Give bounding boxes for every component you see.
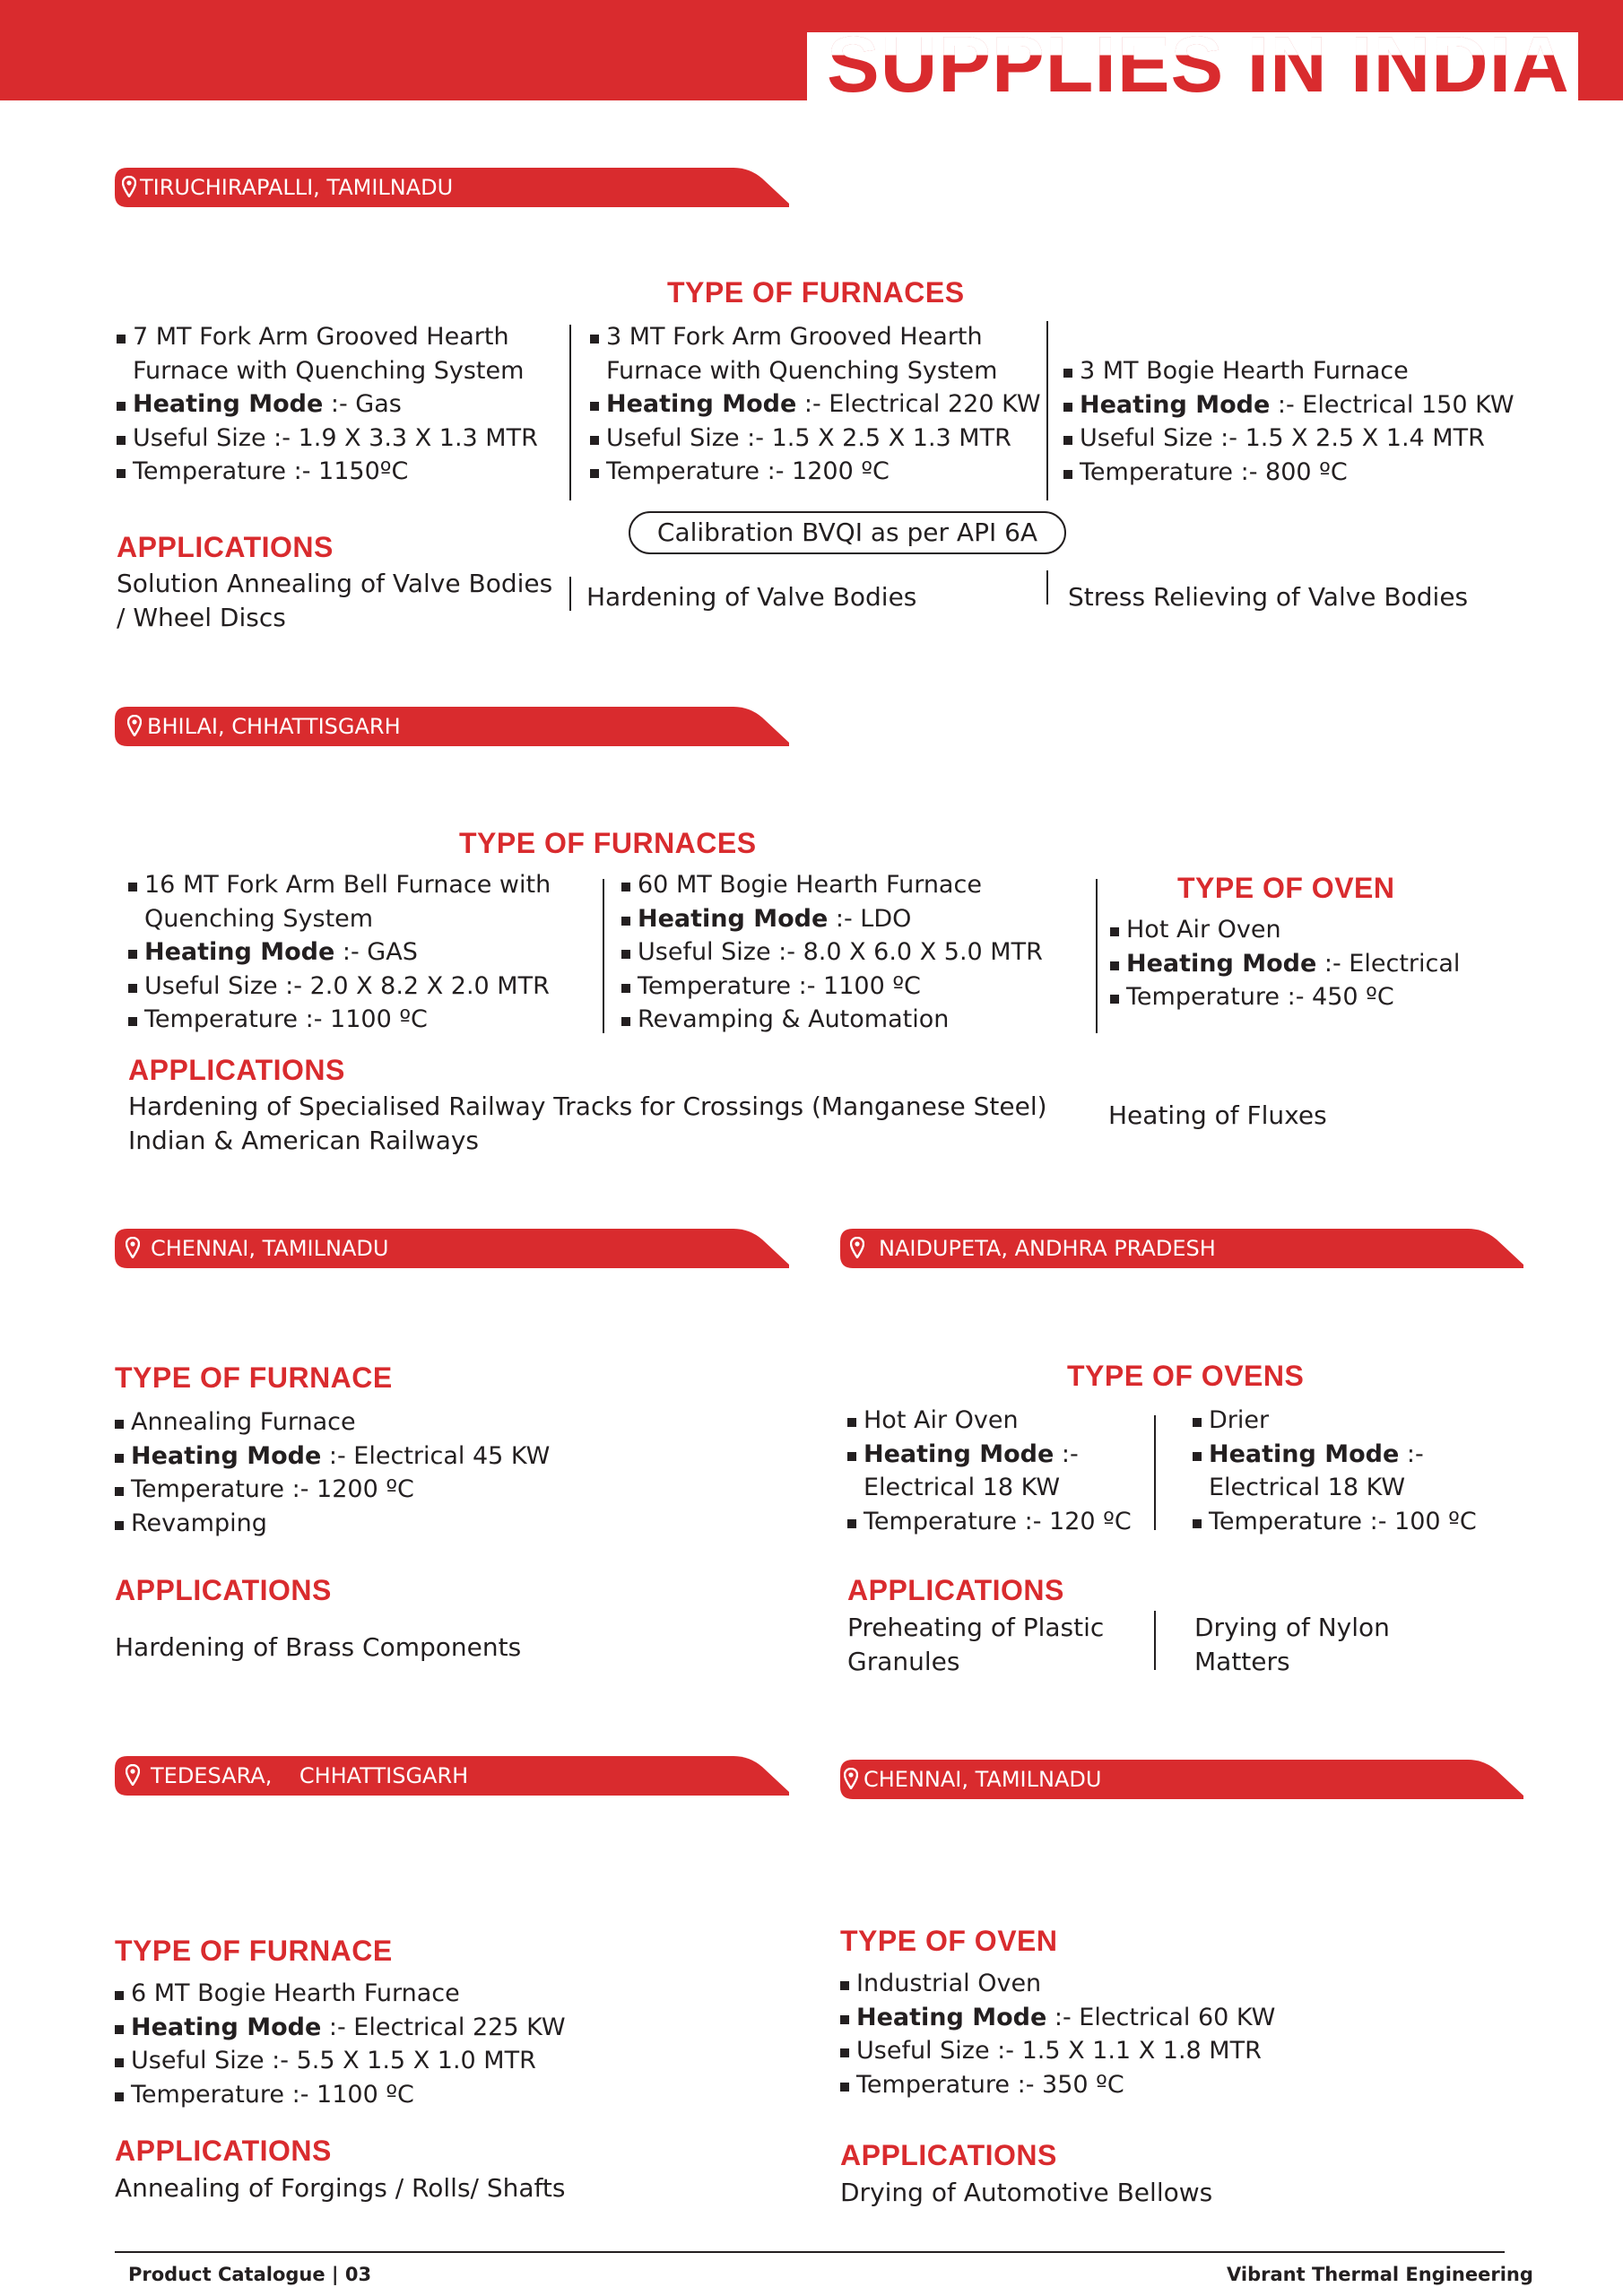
application-text: Annealing of Forgings / Rolls/ Shafts: [115, 2173, 566, 2203]
square-bullet-icon: [1193, 1452, 1202, 1461]
location-pin-icon: [127, 715, 142, 736]
spec-line: Temperature :- 1200 ºC: [590, 455, 1041, 489]
spec-line: Useful Size :- 1.9 X 3.3 X 1.3 MTR: [117, 422, 538, 456]
square-bullet-icon: [115, 2058, 124, 2067]
application-text: [1194, 1611, 1390, 1678]
square-bullet-icon: [117, 436, 126, 445]
location-pin-icon: [850, 1237, 864, 1258]
spec-line: Heating Mode :- Gas: [117, 387, 538, 422]
spec-line: Useful Size :- 1.5 X 2.5 X 1.4 MTR: [1063, 422, 1515, 456]
spec-line: Revamping: [115, 1507, 550, 1541]
square-bullet-icon: [117, 469, 126, 478]
application-line: Matters: [1194, 1646, 1290, 1676]
furnace-spec-2: [590, 320, 1041, 489]
application-line: Granules: [847, 1646, 960, 1676]
square-bullet-icon: [1063, 470, 1072, 479]
type-heading: TYPE OF OVEN: [840, 1925, 1058, 1957]
footer-catalogue: Product Catalogue | 03: [128, 2264, 372, 2285]
spec-line: Heating Mode :- Electrical 60 KW: [840, 2001, 1275, 2035]
spec-line: Useful Size :- 1.5 X 2.5 X 1.3 MTR: [590, 422, 1041, 456]
spec-line: 6 MT Bogie Hearth Furnace: [115, 1977, 566, 2011]
application-text: [128, 1090, 1047, 1157]
applications-heading: APPLICATIONS: [115, 1574, 332, 1606]
square-bullet-icon: [621, 917, 630, 926]
location-tab-naidupeta: [840, 1229, 1523, 1268]
square-bullet-icon: [847, 1452, 856, 1461]
furnace-spec-1: [117, 320, 538, 489]
location-label: CHENNAI, TAMILNADU: [864, 1767, 1102, 1792]
spec-line: Hot Air Oven: [847, 1404, 1132, 1438]
application-text: Drying of Automotive Bellows: [840, 2178, 1213, 2207]
location-label: NAIDUPETA, ANDHRA PRADESH: [879, 1236, 1216, 1261]
footer-company: Vibrant Thermal Engineering: [1227, 2264, 1533, 2285]
location-tab-tedesara: [115, 1756, 789, 1796]
square-bullet-icon: [117, 402, 126, 411]
square-bullet-icon: [840, 2015, 849, 2024]
spec-line: Drier: [1193, 1404, 1477, 1438]
furnace-spec-1: [128, 868, 551, 1037]
square-bullet-icon: [1063, 436, 1072, 445]
type-heading: TYPE OF FURNACE: [115, 1361, 393, 1394]
application-text: [847, 1611, 1104, 1678]
square-bullet-icon: [621, 883, 630, 891]
application-text: Hardening of Brass Components: [115, 1632, 522, 1662]
spec-line: Temperature :- 1200 ºC: [115, 1473, 550, 1507]
square-bullet-icon: [1110, 961, 1119, 970]
column-divider: [1046, 570, 1048, 604]
square-bullet-icon: [115, 1454, 124, 1463]
spec-line: Electrical 18 KW: [864, 1474, 1061, 1501]
oven-spec-1: [847, 1404, 1132, 1538]
square-bullet-icon: [621, 984, 630, 993]
page-title: SUPPLIES IN INDIA: [827, 20, 1570, 109]
oven-heading: TYPE OF OVEN: [1177, 872, 1395, 904]
spec-line: Temperature :- 350 ºC: [840, 2068, 1275, 2102]
square-bullet-icon: [1193, 1519, 1202, 1528]
spec-line: 60 MT Bogie Hearth Furnace: [621, 868, 1043, 902]
spec-line: Heating Mode :- Electrical: [1110, 947, 1460, 981]
spec-line: Useful Size :- 1.5 X 1.1 X 1.8 MTR: [840, 2034, 1275, 2068]
location-label: TEDESARA, CHHATTISGARH: [151, 1763, 469, 1788]
spec-line: Revamping & Automation: [621, 1003, 1043, 1037]
square-bullet-icon: [115, 1420, 124, 1429]
square-bullet-icon: [1063, 403, 1072, 412]
spec-line: Industrial Oven: [840, 1967, 1275, 2001]
furnace-spec-3: [1063, 354, 1515, 489]
square-bullet-icon: [840, 2083, 849, 2092]
square-bullet-icon: [621, 1017, 630, 1026]
square-bullet-icon: [1110, 927, 1119, 936]
spec-line: Temperature :- 100 ºC: [1193, 1505, 1477, 1539]
applications-heading: APPLICATIONS: [840, 2139, 1057, 2171]
application-line: Drying of Nylon: [1194, 1613, 1390, 1642]
location-tab-chennai-2: [840, 1760, 1523, 1799]
square-bullet-icon: [1063, 369, 1072, 378]
spec-line: Temperature :- 1100 ºC: [115, 2078, 566, 2112]
location-label: TIRUCHIRAPALLI, TAMILNADU: [140, 175, 454, 200]
type-heading: TYPE OF FURNACES: [459, 827, 757, 859]
square-bullet-icon: [128, 984, 137, 993]
location-tab-bhilai: [115, 707, 789, 746]
spec-line: 16 MT Fork Arm Bell Furnace with: [128, 868, 551, 902]
spec-line: Heating Mode :- Electrical 150 KW: [1063, 388, 1515, 422]
spec-line: Temperature :- 1100 ºC: [621, 970, 1043, 1004]
square-bullet-icon: [590, 469, 599, 478]
square-bullet-icon: [115, 2092, 124, 2101]
spec-line: Hot Air Oven: [1110, 913, 1460, 947]
spec-line: 3 MT Bogie Hearth Furnace: [1063, 354, 1515, 388]
square-bullet-icon: [117, 335, 126, 344]
spec-line: Temperature :- 120 ºC: [847, 1505, 1132, 1539]
spec-line: Furnace with Quenching System: [606, 356, 998, 385]
spec-line: Heating Mode :- Electrical 45 KW: [115, 1439, 550, 1474]
location-pin-icon: [126, 1237, 140, 1258]
application-line: / Wheel Discs: [117, 602, 286, 632]
square-bullet-icon: [1193, 1418, 1202, 1427]
square-bullet-icon: [840, 1981, 849, 1990]
spec-line: Useful Size :- 5.5 X 1.5 X 1.0 MTR: [115, 2044, 566, 2078]
square-bullet-icon: [840, 2048, 849, 2057]
square-bullet-icon: [115, 1521, 124, 1530]
footer-rule: [115, 2251, 1505, 2253]
location-label: BHILAI, CHHATTISGARH: [147, 714, 401, 739]
column-divider: [603, 879, 604, 1033]
spec-line: Heating Mode :-: [847, 1438, 1132, 1472]
oven-spec: [840, 1967, 1275, 2101]
spec-line: Heating Mode :-: [1193, 1438, 1477, 1472]
spec-line: Temperature :- 1100 ºC: [128, 1003, 551, 1037]
square-bullet-icon: [590, 436, 599, 445]
square-bullet-icon: [128, 883, 137, 891]
applications-heading: APPLICATIONS: [847, 1574, 1064, 1606]
application-text: Stress Relieving of Valve Bodies: [1068, 582, 1469, 612]
type-heading: TYPE OF FURNACE: [115, 1935, 393, 1967]
column-divider: [1096, 879, 1098, 1033]
square-bullet-icon: [115, 1991, 124, 2000]
spec-line: Temperature :- 1150ºC: [117, 455, 538, 489]
column-divider: [1046, 321, 1048, 500]
applications-heading: APPLICATIONS: [128, 1054, 345, 1086]
oven-spec: [1110, 913, 1460, 1014]
application-text: Hardening of Valve Bodies: [586, 582, 917, 612]
location-label: CHENNAI, TAMILNADU: [151, 1236, 389, 1261]
location-tab-tiruchirapalli: [115, 168, 789, 207]
spec-line: 7 MT Fork Arm Grooved Hearth: [117, 320, 538, 354]
location-pin-icon: [122, 176, 136, 197]
spec-line: Quenching System: [144, 904, 374, 933]
column-divider: [569, 577, 571, 611]
spec-line: Useful Size :- 2.0 X 8.2 X 2.0 MTR: [128, 970, 551, 1004]
application-line: Indian & American Railways: [128, 1125, 480, 1155]
column-divider: [569, 325, 571, 500]
column-divider: [1154, 1415, 1156, 1530]
location-pin-icon: [126, 1764, 140, 1786]
spec-line: Heating Mode :- LDO: [621, 902, 1043, 936]
square-bullet-icon: [847, 1418, 856, 1427]
location-tab-chennai: [115, 1229, 789, 1268]
spec-line: Useful Size :- 8.0 X 6.0 X 5.0 MTR: [621, 935, 1043, 970]
square-bullet-icon: [621, 950, 630, 959]
application-line: Solution Annealing of Valve Bodies: [117, 569, 553, 598]
application-line: Preheating of Plastic: [847, 1613, 1105, 1642]
application-text: Heating of Fluxes: [1108, 1100, 1327, 1130]
furnace-spec: [115, 1977, 566, 2111]
oven-spec-2: [1193, 1404, 1477, 1538]
spec-line: Heating Mode :- Electrical 225 KW: [115, 2011, 566, 2045]
square-bullet-icon: [115, 1487, 124, 1496]
spec-line: Heating Mode :- GAS: [128, 935, 551, 970]
application-line: Hardening of Specialised Railway Tracks for Crossings (Manganese Steel): [128, 1091, 1047, 1121]
spec-line: Heating Mode :- Electrical 220 KW: [590, 387, 1041, 422]
spec-line: 3 MT Fork Arm Grooved Hearth: [590, 320, 1041, 354]
spec-line: Temperature :- 450 ºC: [1110, 980, 1460, 1014]
spec-line: Temperature :- 800 ºC: [1063, 456, 1515, 490]
type-heading: TYPE OF FURNACES: [667, 276, 965, 309]
square-bullet-icon: [847, 1519, 856, 1528]
calibration-badge: Calibration BVQI as per API 6A: [629, 511, 1066, 554]
square-bullet-icon: [590, 402, 599, 411]
spec-line: Furnace with Quenching System: [133, 356, 525, 385]
location-pin-icon: [844, 1768, 858, 1789]
type-heading: TYPE OF OVENS: [1067, 1360, 1305, 1392]
applications-heading: APPLICATIONS: [115, 2135, 332, 2167]
column-divider: [1154, 1611, 1156, 1670]
spec-line: Electrical 18 KW: [1209, 1474, 1406, 1501]
square-bullet-icon: [1110, 995, 1119, 1004]
furnace-spec: [115, 1405, 550, 1540]
spec-line: Annealing Furnace: [115, 1405, 550, 1439]
application-text: [117, 567, 552, 634]
square-bullet-icon: [115, 2025, 124, 2034]
square-bullet-icon: [128, 950, 137, 959]
square-bullet-icon: [590, 335, 599, 344]
applications-heading: APPLICATIONS: [117, 531, 334, 563]
square-bullet-icon: [128, 1017, 137, 1026]
furnace-spec-2: [621, 868, 1043, 1037]
